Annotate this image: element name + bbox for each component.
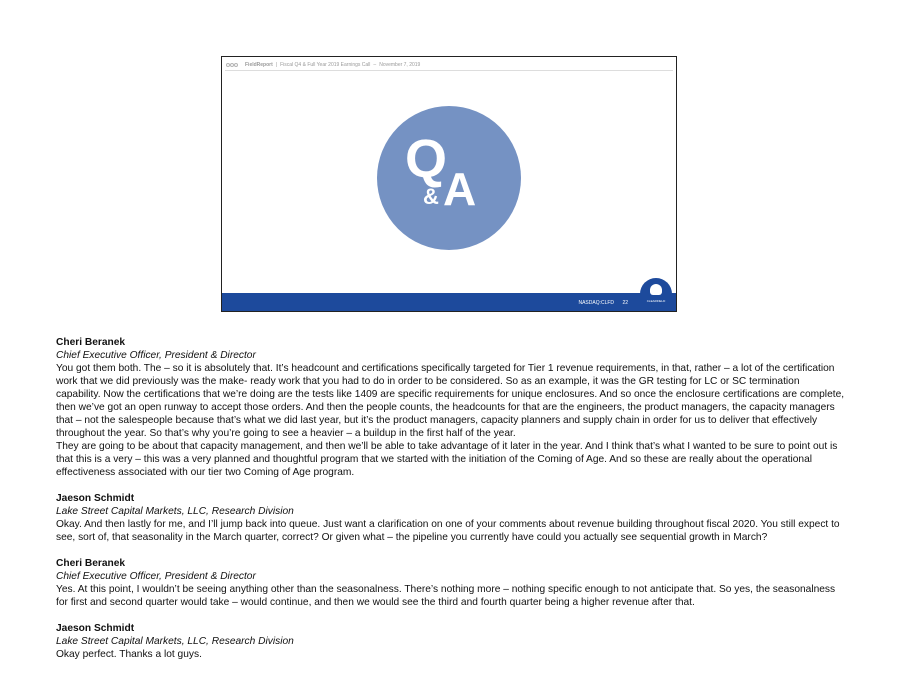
- transcript-paragraph: You got them both. The – so it is absolutely that. It’s headcount and certifications specifically targeted for Tier 1 revenue requirements, in that, rather – a lot of the certification work that we did previously was the make- ready work that you had to do in order to be considered. So as an example, it was the GR testing for LC or SC termination capability. Now the certifications that we’re doing are the tests like 1409 are specific requirements for unique enclosures. And so once the enclosure certifications are complete, then we’ve got an open runway to accept those orders. And then the people counts, the headcounts for that are the engineers, the product managers, the capacity managers that – not the salespeople because that’s what we did last year, but it’s the product managers, capacity planners and supply chain in order for us to deliver that effectively throughout the year. So that’s why you’re going to see a heavier – a buildup in the first half of the year.: [56, 363, 845, 439]
- speaker-title: Lake Street Capital Markets, LLC, Research Division: [56, 636, 294, 647]
- slide-header: [226, 60, 420, 70]
- qa-ampersand: &: [423, 184, 439, 209]
- badge-text: CLEARFIELD: [646, 299, 666, 303]
- transcript-paragraph: Okay perfect. Thanks a lot guys.: [56, 649, 202, 660]
- shell-icon: [650, 284, 662, 295]
- footer-ticker: NASDAQ:CLFD: [578, 300, 615, 306]
- speaker-title: Lake Street Capital Markets, LLC, Research Division: [56, 506, 294, 517]
- speaker-name: Jaeson Schmidt: [56, 493, 135, 504]
- speaker-name: Cheri Beranek: [56, 337, 126, 348]
- speaker-name: Cheri Beranek: [56, 558, 126, 569]
- transcript-block: [56, 622, 846, 661]
- clearfield-logo-icon: [640, 278, 672, 310]
- slide-header-date: November 7, 2019: [379, 62, 421, 68]
- header-divider: [225, 70, 673, 71]
- slide-footer: [222, 293, 676, 311]
- transcript-paragraph: Okay. And then lastly for me, and I’ll jump back into queue. Just want a clarification on one of your comments about revenue building throughout fiscal 2020. You still expect to see, sort of, that seasonality in the March quarter, correct? Or given what – the pipeline you currently have could you actually see sequential growth in March?: [56, 519, 840, 543]
- speaker-title: Chief Executive Officer, President & Director: [56, 350, 256, 361]
- qa-circle: [377, 106, 521, 250]
- slide-header-brand: FieldReport: [245, 62, 273, 68]
- transcript-block: [56, 336, 846, 479]
- qa-q-letter: Q: [405, 129, 448, 189]
- speaker-title: Chief Executive Officer, President & Director: [56, 571, 256, 582]
- slide-header-text: Fiscal Q4 & Full Year 2019 Earnings Call: [280, 62, 371, 68]
- transcript-block: [56, 557, 846, 609]
- transcript-paragraph: Yes. At this point, I wouldn’t be seeing anything other than the seasonalness. There’s nothing more – nothing specific enough to not anticipate that. So yes, the seasonalness for first and second quarter would take – would continue, and then we would see the third and fourth quarter being a higher revenue after that.: [56, 584, 836, 608]
- speaker-name: Jaeson Schmidt: [56, 623, 135, 634]
- footer-page-number: 22: [622, 300, 628, 306]
- header-separator: |: [275, 62, 278, 68]
- qa-a-letter: A: [443, 163, 477, 215]
- slide-footer-text: [578, 300, 628, 306]
- fieldreport-logo-icon: [226, 62, 242, 68]
- slide-image: [221, 56, 677, 312]
- transcript-paragraph: They are going to be about that capacity management, and then we’ll be able to take advantage of it later in the year. And I think that’s what I wanted to be sure to point out is that this is a very – this was a very planned and thoughtful program that we started with the initiation of the Coming of Age. And so these are really about the operational effectiveness associated with our tier two Coming of Age program.: [56, 441, 838, 478]
- header-separator: –: [373, 62, 377, 68]
- transcript-block: [56, 492, 846, 544]
- transcript: [56, 336, 846, 674]
